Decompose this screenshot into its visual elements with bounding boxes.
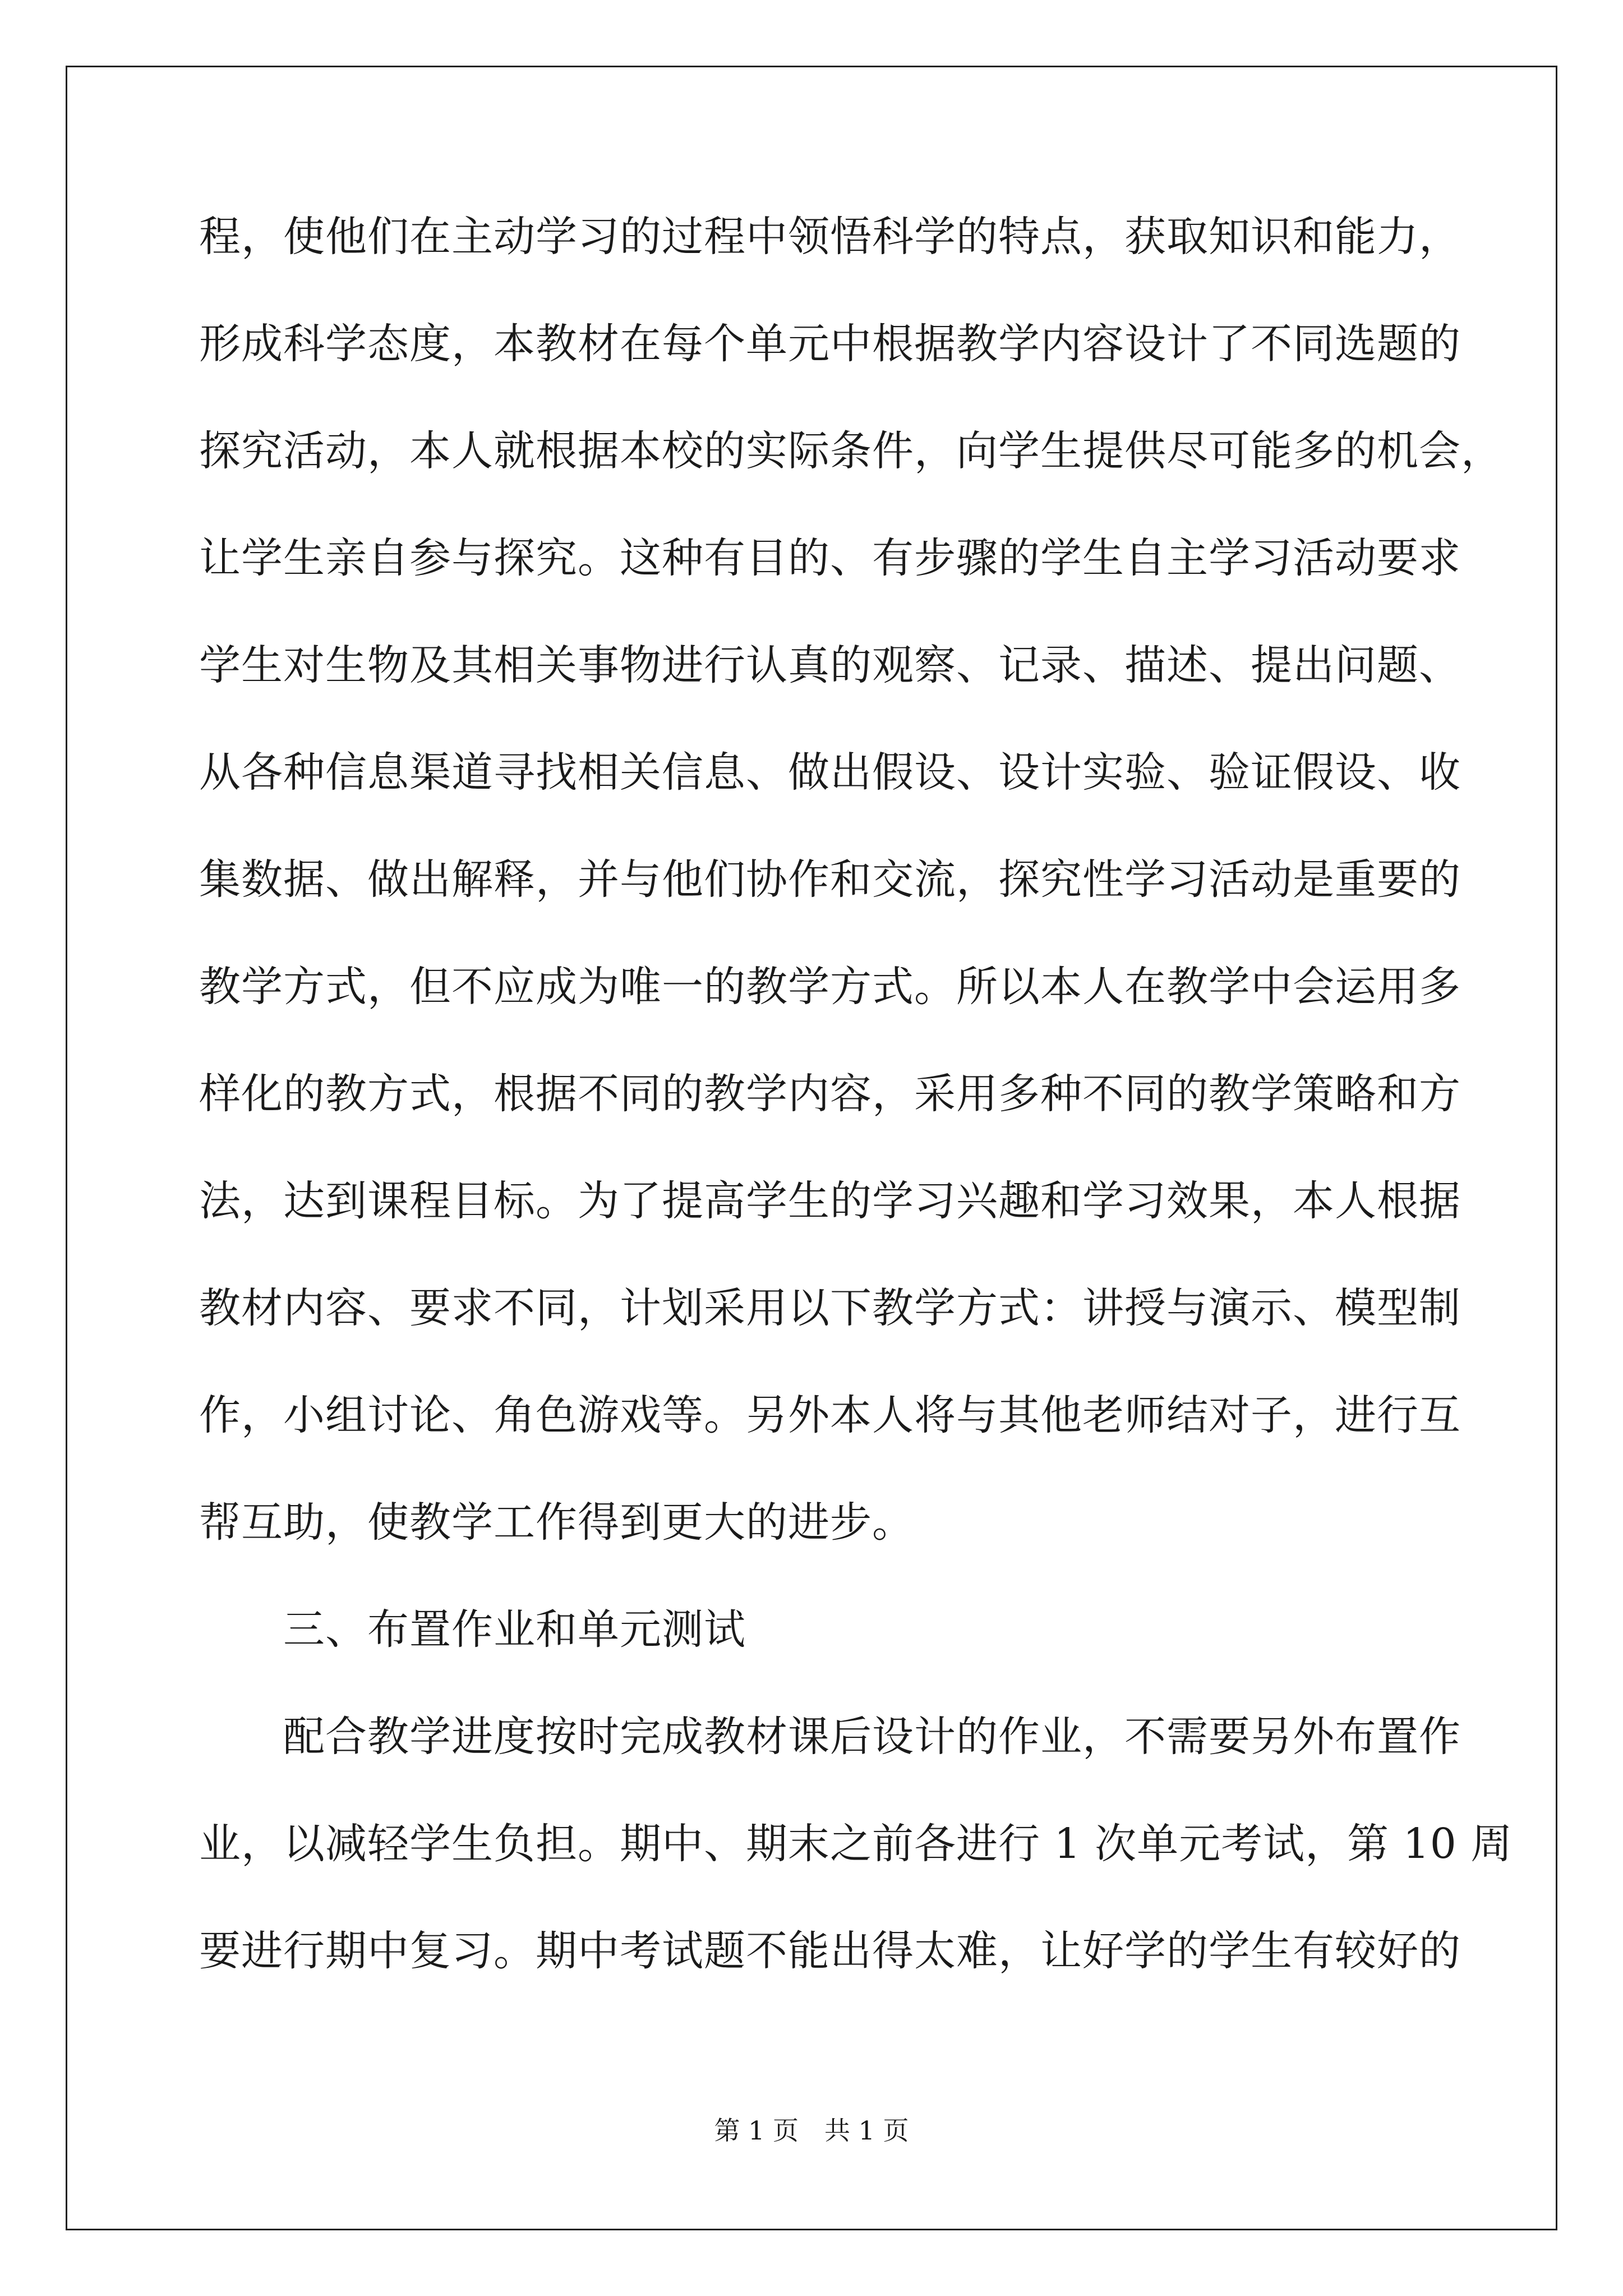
text-line: 探究活动，本人就根据本校的实际条件，向学生提供尽可能多的机会，: [199, 427, 1503, 475]
text-line: 让学生亲自参与探究。这种有目的、有步骤的学生自主学习活动要求: [199, 534, 1461, 582]
text-line: 教材内容、要求不同，计划采用以下教学方式：讲授与演示、模型制: [199, 1284, 1461, 1332]
text-line: 要进行期中复习。期中考试题不能出得太难，让好学的学生有较好的: [199, 1927, 1461, 1975]
text-line: 集数据、做出解释，并与他们协作和交流，探究性学习活动是重要的: [199, 855, 1461, 904]
page-border: [66, 66, 1557, 2230]
text-line: 配合教学进度按时完成教材课后设计的作业，不需要另外布置作: [283, 1713, 1461, 1761]
text-line: 形成科学态度，本教材在每个单元中根据教学内容设计了不同选题的: [199, 320, 1461, 368]
text-line: 业，以减轻学生负担。期中、期末之前各进行 1 次单元考试，第 10 周: [199, 1820, 1513, 1868]
text-line: 法，达到课程目标。为了提高学生的学习兴趣和学习效果，本人根据: [199, 1177, 1461, 1225]
text-line: 样化的教方式，根据不同的教学内容，采用多种不同的教学策略和方: [199, 1070, 1461, 1118]
text-line: 教学方式，但不应成为唯一的教学方式。所以本人在教学中会运用多: [199, 963, 1461, 1011]
page-footer: 第 1 页 共 1 页: [714, 2115, 909, 2146]
text-line: 帮互助，使教学工作得到更大的进步。: [199, 1498, 914, 1547]
text-line: 从各种信息渠道寻找相关信息、做出假设、设计实验、验证假设、收: [199, 748, 1461, 797]
section-heading: 三、布置作业和单元测试: [283, 1605, 746, 1654]
text-line: 学生对生物及其相关事物进行认真的观察、记录、描述、提出问题、: [199, 641, 1461, 689]
text-line: 作，小组讨论、角色游戏等。另外本人将与其他老师结对子，进行互: [199, 1391, 1461, 1439]
text-line: 程，使他们在主动学习的过程中领悟科学的特点，获取知识和能力，: [199, 213, 1461, 261]
